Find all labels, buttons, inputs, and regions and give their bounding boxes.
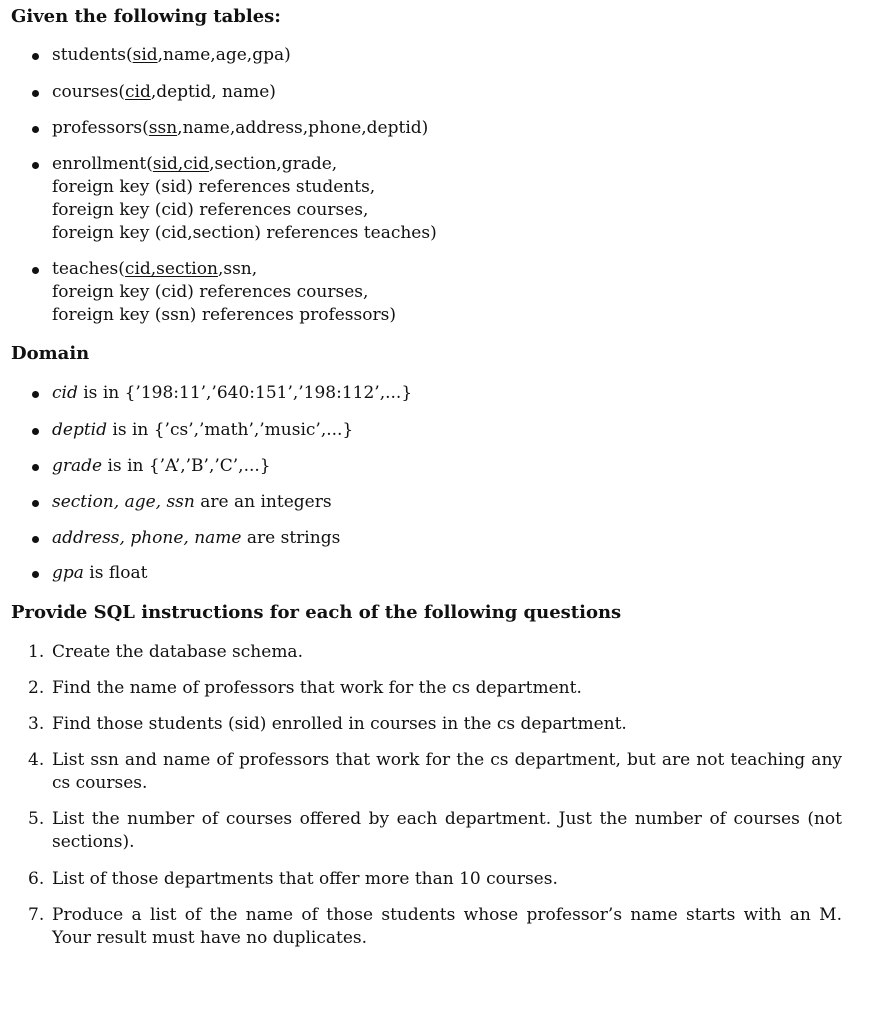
question-number: 5. [28,809,45,829]
bullet-icon [32,571,39,578]
question-number: 3. [28,714,45,734]
question-text: Produce a list of the name of those students whose professor’s name starts with an M. Your result must have no duplicates. [52,905,842,948]
bullet-icon [32,500,39,507]
question-number: 4. [28,750,45,770]
heading-domain: Domain [11,343,90,364]
question-text: Find the name of professors that work for the cs department. [52,678,582,698]
foreign-key-line: foreign key (sid) references students, [52,177,376,197]
bullet-icon [32,53,39,60]
bullet-icon [32,391,39,398]
bullet-icon [32,536,39,543]
question-text: List the number of courses offered by each department. Just the number of courses (not sections). [52,809,842,852]
foreign-key-line: foreign key (cid,section) references teaches) [52,223,437,243]
foreign-key-line: foreign key (ssn) references professors) [52,305,396,325]
question-number: 6. [28,869,45,889]
bullet-icon [32,464,39,471]
bullet-icon [32,428,39,435]
question-text: List of those departments that offer more than 10 courses. [52,869,558,889]
question-text: List ssn and name of professors that work for the cs department, but are not teaching any cs courses. [52,750,842,793]
question-number: 2. [28,678,45,698]
question-number: 1. [28,642,45,662]
question-text: Create the database schema. [52,642,303,662]
foreign-key-line: foreign key (cid) references courses, [52,200,369,220]
question-text: Find those students (sid) enrolled in courses in the cs department. [52,714,627,734]
bullet-icon [32,162,39,169]
heading-tables: Given the following tables: [11,6,281,27]
bullet-icon [32,267,39,274]
bullet-icon [32,90,39,97]
document-page: Given the following tables: students(sid,name,age,gpa) courses(cid,deptid, name) professors(ssn,name,address,phone,deptid) enrollment(sid,cid,section,grade, foreign key (sid) references students, foreign key (cid) references courses, foreign key (cid,section) references teaches) teaches(cid,section,ssn, foreign key (cid) references courses, foreign key (ssn) references professors) Domain cid is in {’198:11’,’640:151’,’198:112’,...} deptid is in {’cs’,’math’,’music’,...} grade is in {’A’,’B’,’C’,...} section, age, ssn are an integers address, phone, name are strings gpa is float Provide SQL instructions for each of the following questions 1. Create the database schema. 2. Find the name of professors that work for the cs department. 3. Find those students (sid) enrolled in courses in the cs department. 4. List ssn and name of professors that work for the cs department, but are not teaching any cs courses. 5. List the number of courses offered by each department. Just the number of courses (not sections). 6. List of those departments that offer more than 10 courses. 7. Produce a list of the name of those students whose professor’s name starts with an M. Your result must have no duplicates. [11,6,842,948]
foreign-key-line: foreign key (cid) references courses, [52,282,369,302]
question-number: 7. [28,905,45,925]
heading-sql: Provide SQL instructions for each of the following questions [11,602,622,623]
bullet-icon [32,126,39,133]
